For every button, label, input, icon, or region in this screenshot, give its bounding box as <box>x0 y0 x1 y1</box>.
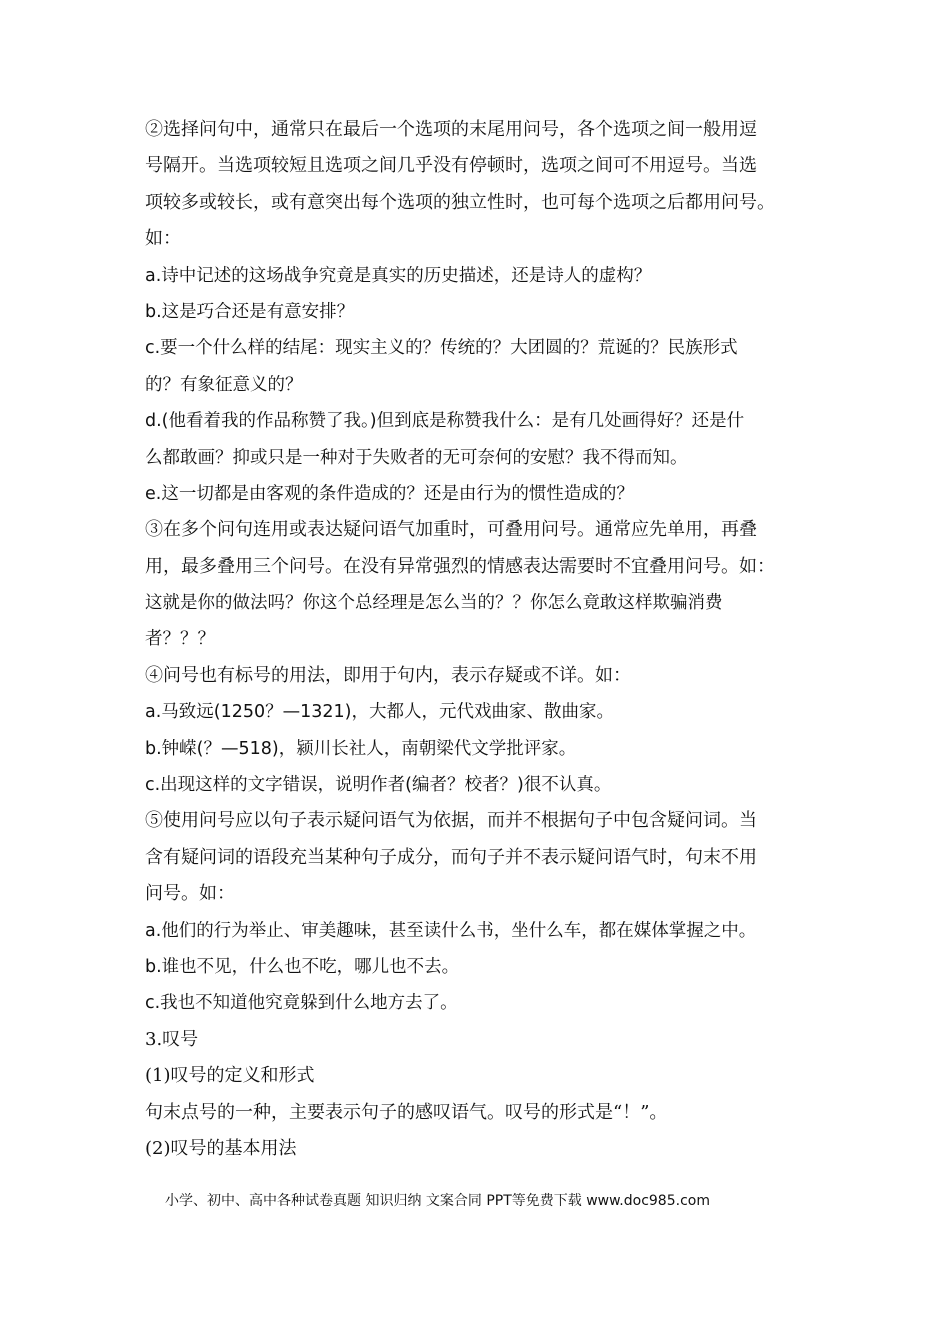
text-line: c.要一个什么样的结尾：现实主义的？传统的？大团圆的？荒诞的？民族形式 <box>145 338 738 359</box>
text-line: ③在多个问句连用或表达疑问语气加重时，可叠用问号。通常应先单用，再叠 <box>145 519 757 541</box>
text-line: ④问号也有标号的用法，即用于句内，表示存疑或不详。如： <box>145 664 631 686</box>
text-line: (2)叹号的基本用法 <box>145 1137 297 1159</box>
text-line: 含有疑问词的语段充当某种句子成分，而句子并不表示疑问语气时，句末不用 <box>145 846 757 868</box>
text-line: 者？？？ <box>145 629 215 650</box>
text-line: 号隔开。当选项较短且选项之间几乎没有停顿时，选项之间可不用逗号。当选 <box>145 155 757 177</box>
text-line: 项较多或较长，或有意突出每个选项的独立性时，也可每个选项之后都用问号。 <box>145 191 775 213</box>
text-line: ②选择问句中，通常只在最后一个选项的末尾用问号，各个选项之间一般用逗 <box>145 119 757 140</box>
text-line: 么都敢画？抑或只是一种对于失败者的无可奈何的安慰？我不得而知。 <box>145 447 688 468</box>
text-line: e.这一切都是由客观的条件造成的？还是由行为的惯性造成的？ <box>145 483 634 504</box>
text-line: b.谁也不见，什么也不吃，哪儿也不去。 <box>145 956 460 977</box>
text-line: c.我也不知道他究竟躲到什么地方去了。 <box>145 993 458 1014</box>
text-line: 问号。如： <box>145 883 235 905</box>
text-line: 用，最多叠用三个问号。在没有异常强烈的情感表达需要时不宜叠用问号。如： <box>145 555 775 577</box>
text-line: (1)叹号的定义和形式 <box>145 1065 315 1087</box>
text-line: ⑤使用问号应以句子表示疑问语气为依据，而并不根据句子中包含疑问词。当 <box>145 810 757 832</box>
text-line: c.出现这样的文字错误，说明作者(编者？校者？)很不认真。 <box>145 775 612 796</box>
text-line: b.钟嵘(？—518)，颍川长社人，南朝梁代文学批评家。 <box>145 738 577 759</box>
document-body <box>145 112 820 1167</box>
text-line: a.诗中记述的这场战争究竟是真实的历史描述，还是诗人的虚构？ <box>145 265 652 286</box>
text-line: 的？有象征意义的？ <box>145 374 303 395</box>
text-line: 句末点号的一种，主要表示句子的感叹语气。叹号的形式是“！”。 <box>145 1101 668 1123</box>
text-line: a.他们的行为举止、审美趣味，甚至读什么书，坐什么车，都在媒体掌握之中。 <box>145 920 757 941</box>
text-line: 这就是你的做法吗？你这个总经理是怎么当的？？你怎么竟敢这样欺骗消费 <box>145 593 723 614</box>
page-footer: 小学、初中、高中各种试卷真题 知识归纳 文案合同 PPT等免费下载 www.doc985.com <box>165 1193 710 1209</box>
text-line: 3.叹号 <box>145 1028 199 1050</box>
text-line: a.马致远(1250？—1321)，大都人，元代戏曲家、散曲家。 <box>145 702 615 723</box>
text-line: b.这是巧合还是有意安排？ <box>145 301 355 322</box>
text-line: 如： <box>145 228 181 250</box>
text-line: d.(他看着我的作品称赞了我。)但到底是称赞我什么：是有几处画得好？还是什 <box>145 411 745 432</box>
